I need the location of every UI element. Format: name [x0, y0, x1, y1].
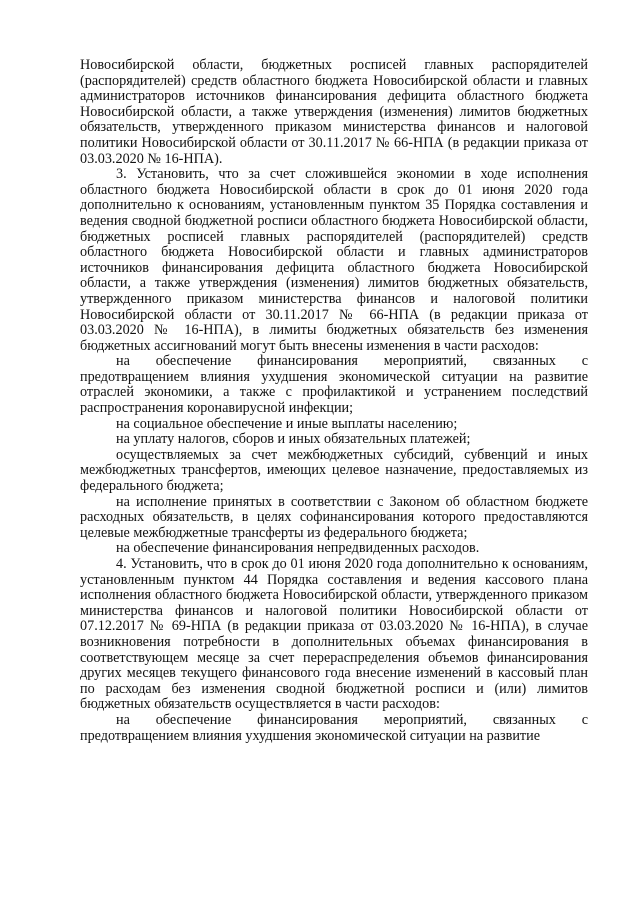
paragraph-sub-coronavirus-2: на обеспечение финансирования мероприятий, связанных с предотвращением влияния ухудшения экономической ситуации на развитие: [80, 711, 588, 744]
paragraph-sub-unforeseen: на обеспечение финансирования непредвиденных расходов.: [116, 540, 480, 557]
paragraph-sub-law: на исполнение принятых в соответствии с Законом об областном бюджете расходных обязательств, в целях софинансирования которого предоставляются целевые межбюджетные трансферты из федерального бюджета;: [80, 493, 588, 541]
paragraph-sub-social: на социальное обеспечение и иные выплаты населению;: [116, 415, 458, 432]
paragraph-item-4: 4. Установить, что в срок до 01 июня 2020 года дополнительно к основаниям, установленным пунктом 44 Порядка составления и ведения кассового плана исполнения областного бюджета Новосибирской области, утвержденного приказом министерства финансов и налоговой политики Новосибирской области от 07.12.2017 № 69-НПА (в редакции приказа от 03.03.2020 № 16-НПА), в случае возникновения потребности в дополнительных объемах финансирования в соответствующем месяце за счет перераспределения объемов финансирования других месяцев текущего финансового года внесение изменений в кассовый план по расходам без изменения сводной бюджетной росписи и (или) лимитов бюджетных обязательств осуществляется в части расходов:: [80, 556, 588, 713]
paragraph-item-3: 3. Установить, что за счет сложившейся экономии в ходе исполнения областного бюджета Новосибирской области в срок до 01 июня 2020 года дополнительно к основаниям, установленным пунктом 35 Порядка составления и ведения сводной бюджетной росписи областного бюджета Новосибирской области, бюджетных росписей главных распорядителей (распорядителей) средств областного бюджета Новосибирской области и главных администраторов источников финансирования дефицита областного бюджета Новосибирской области, а также утверждения (изменения) лимитов бюджетных обязательств, утвержденного приказом министерства финансов и налоговой политики Новосибирской области от 30.11.2017 № 66-НПА (в редакции приказа от 03.03.2020 № 16-НПА), в лимиты бюджетных обязательств без изменения бюджетных ассигнований могут быть внесены изменения в части расходов:: [80, 166, 588, 354]
paragraph-sub-coronavirus: на обеспечение финансирования мероприятий, связанных с предотвращением влияния ухудшения экономической ситуации на развитие отраслей экономики, а также с профилактикой и устранением последствий распространения коронавирусной инфекции;: [80, 353, 588, 417]
paragraph-sub-transfers: осуществляемых за счет межбюджетных субсидий, субвенций и иных межбюджетных трансфертов, имеющих целевое назначение, предоставляемых из федерального бюджета;: [80, 446, 588, 495]
paragraph-continuation: Новосибирской области, бюджетных росписей главных распорядителей (распорядителей) средств областного бюджета Новосибирской области и главных администраторов источников финансирования дефицита областного бюджета Новосибирской области, а также утверждения (изменения) лимитов бюджетных обязательств, утвержденного приказом министерства финансов и налоговой политики Новосибирской области от 30.11.2017 № 66-НПА (в редакции приказа от 03.03.2020 № 16-НПА).: [80, 57, 588, 167]
paragraph-sub-taxes: на уплату налогов, сборов и иных обязательных платежей;: [116, 431, 471, 448]
